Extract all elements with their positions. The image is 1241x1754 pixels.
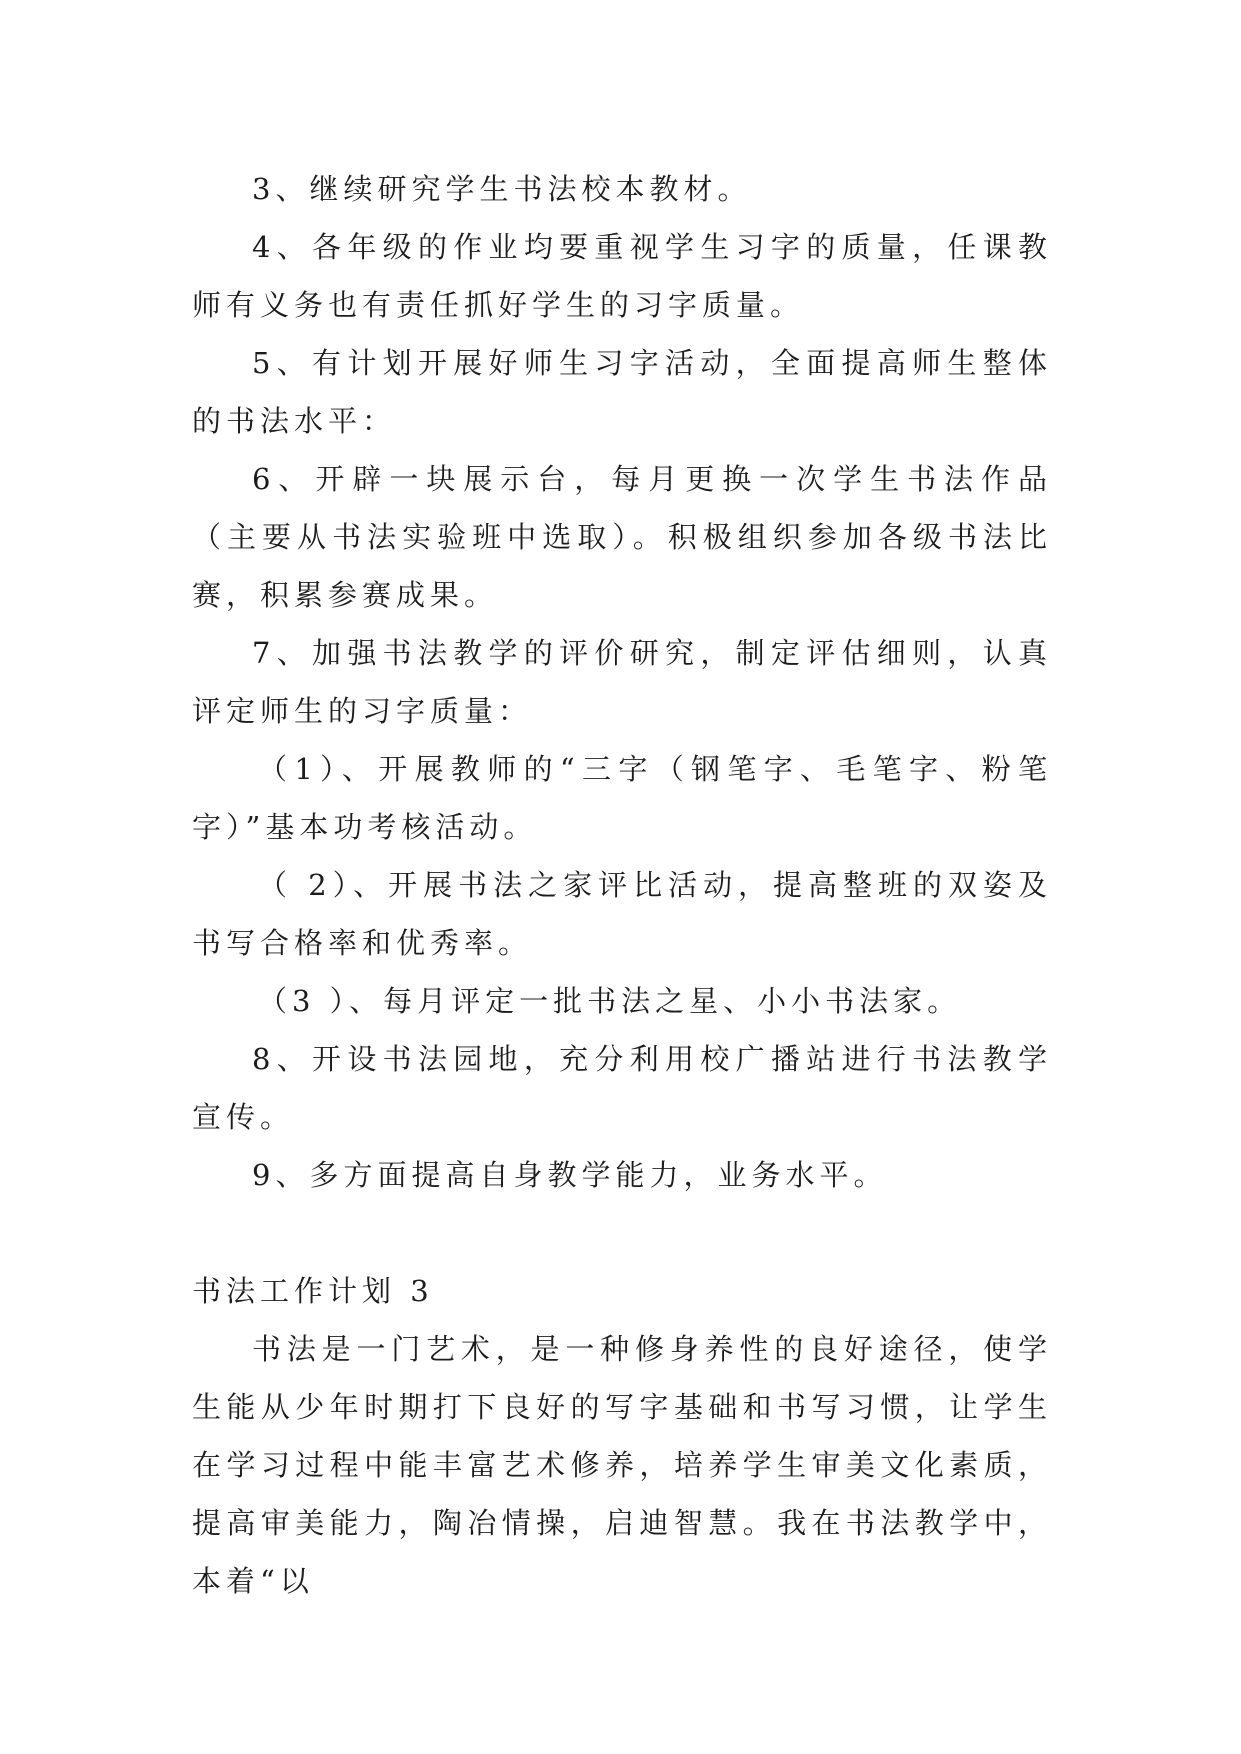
- paragraph-item-3: 3、继续研究学生书法校本教材。: [252, 172, 752, 206]
- paragraph-item-9: 9、多方面提高自身教学能力，业务水平。: [252, 1158, 888, 1192]
- sub-item-2: （ 2）、开展书法之家评比活动，提高整班的双姿及书写合格率和优秀率。: [192, 868, 1052, 960]
- paragraph-item-7: 7、加强书法教学的评价研究，制定评估细则，认真评定师生的习字质量：: [192, 636, 1052, 728]
- paragraph-item-8: 8、开设书法园地，充分利用校广播站进行书法教学宣传。: [192, 1042, 1052, 1134]
- paragraph-item-4: 4、各年级的作业均要重视学生习字的质量，任课教师有义务也有责任抓好学生的习字质量。: [192, 230, 1052, 322]
- sub-item-3: （3 ）、每月评定一批书法之星、小小书法家。: [258, 984, 962, 1018]
- paragraph-item-5: 5、有计划开展好师生习字活动，全面提高师生整体的书法水平：: [192, 346, 1052, 438]
- document-body: [192, 160, 1052, 1610]
- section-heading: 书法工作计划 3: [192, 1274, 434, 1308]
- paragraph-item-6: 6、开辟一块展示台，每月更换一次学生书法作品（主要从书法实验班中选取）。积极组织参加各级书法比赛，积累参赛成果。: [192, 462, 1052, 612]
- section-paragraph: 书法是一门艺术，是一种修身养性的良好途径，使学生能从少年时期打下良好的写字基础和书写习惯，让学生在学习过程中能丰富艺术修养，培养学生审美文化素质，提高审美能力，陶冶情操，启迪智慧。我在书法教学中，本着“以: [192, 1332, 1052, 1598]
- sub-item-1: （1）、开展教师的“三字（钢笔字、毛笔字、粉笔字）”基本功考核活动。: [192, 752, 1052, 844]
